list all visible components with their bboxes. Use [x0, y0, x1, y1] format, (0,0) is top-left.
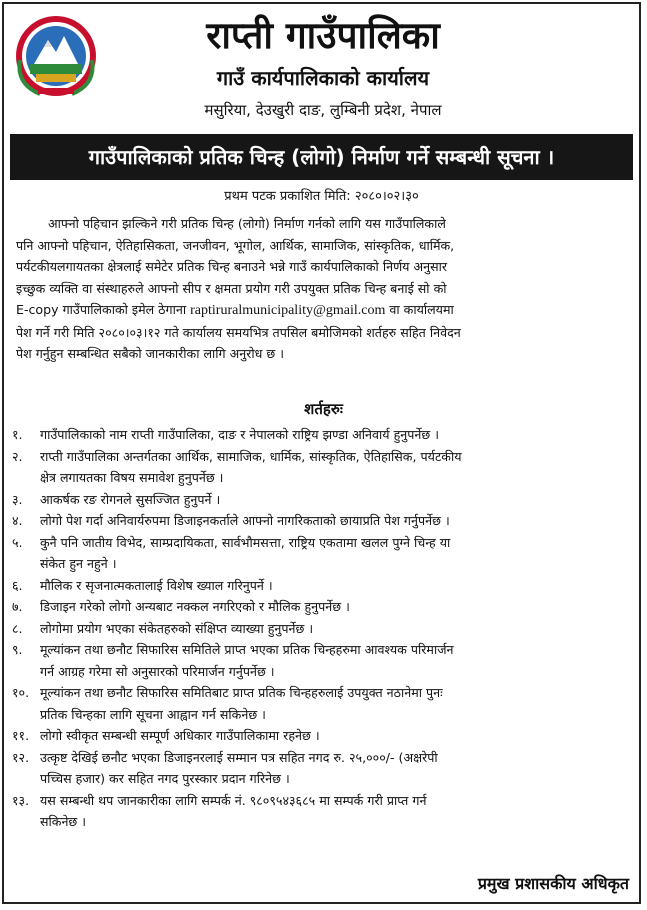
- condition-text: उत्कृष्ट देखिई छनौट भएका डिजाइनरलाई सम्मान पत्र सहित नगद रु. २५,०००/- (अक्षरेपी: [40, 749, 438, 765]
- condition-item: [12, 747, 632, 790]
- condition-item: [12, 682, 632, 725]
- intro-line: पेश गर्ने गरी मिति २०८०।०३।१२ गते कार्यालय समयभित्र तपसिल बमोजिमको शर्तहरु सहित निवेदन: [16, 324, 461, 340]
- condition-item: [12, 424, 632, 446]
- condition-number: १२.: [12, 749, 30, 765]
- condition-item: [12, 532, 632, 575]
- intro-line: आफ्नो पहिचान झल्किने गरी प्रतिक चिन्ह (लोगो) निर्माण गर्नको लागि यस गाउँपालिकाले: [48, 216, 446, 231]
- condition-number: ८.: [12, 620, 23, 636]
- condition-text: गर्न आग्रह गरेमा सो अनुसारको परिमार्जन गर्नुपर्नेछ ।: [40, 663, 275, 679]
- office-name: गाउँ कार्यपालिकाको कार्यालय: [216, 66, 430, 90]
- condition-text: गाउँपालिकाको नाम राप्ती गाउँपालिका, दाङ र नेपालको राष्ट्रिय झण्डा अनिवार्य हुनुपर्नेछ ।: [40, 427, 439, 442]
- condition-number: ३.: [12, 491, 23, 507]
- municipality-logo-icon: [14, 14, 98, 98]
- municipality-title: राप्ती गाउँपालिका: [206, 14, 440, 57]
- condition-item: [12, 596, 632, 618]
- condition-item: [12, 446, 632, 489]
- condition-text: लोगो पेश गर्दा अनिवार्यरुपमा डिजाइनकर्ताले आफ्नो नागरिकताको छायाप्रति पेश गर्नुपर्नेछ ।: [40, 513, 450, 528]
- condition-number: २.: [12, 448, 23, 464]
- conditions-list: [12, 424, 632, 833]
- office-text: वा कार्यालयमा: [389, 302, 454, 317]
- email-address: raptiruralmunicipality@gmail.com: [190, 303, 386, 318]
- condition-text: क्षेत्र लगायतका विषय समावेश हुनुपर्नेछ ।: [40, 470, 224, 485]
- condition-text: प्रतिक चिन्हका लागि सूचना आह्वान गर्न सकिनेछ ।: [40, 706, 266, 722]
- condition-number: ७.: [12, 599, 23, 614]
- intro-line: [16, 299, 627, 322]
- condition-text: पच्चिस हजार) कर सहित नगद पुरस्कार प्रदान गरिनेछ ।: [40, 771, 290, 786]
- conditions-heading: शर्तहरुः: [304, 400, 343, 418]
- condition-text: डिजाइन गरेको लोगो अन्यबाट नक्कल नगरिएको र मौलिक हुनुपर्नेछ ।: [40, 599, 350, 614]
- condition-number: १०.: [12, 685, 30, 700]
- intro-line: इच्छुक व्यक्ति वा संस्थाहरुले आफ्नो सीप र क्षमता प्रयोग गरी उपयुक्त प्रतिक चिन्ह बनाई सो को: [16, 280, 447, 296]
- condition-text: लोगो स्वीकृत सम्बन्धी सम्पूर्ण अधिकार गाउँपालिकामा रहनेछ ।: [40, 728, 320, 743]
- ecopy-text: E-copy गाउँपालिकाको इमेल ठेगाना: [16, 302, 187, 317]
- condition-item: [12, 725, 632, 747]
- condition-text: यस सम्बन्धी थप जानकारीका लागि सम्पर्क नं. ९८०९५४३६८५ मा सम्पर्क गरी प्राप्त गर्न: [40, 792, 427, 808]
- notice-banner: गाउँपालिकाको प्रतिक चिन्ह (लोगो) निर्माण गर्ने सम्बन्धी सूचना ।: [10, 134, 633, 180]
- intro-line: पेश गर्नुहुन सम्बन्धित सबैको जानकारीका लागि अनुरोध छ ।: [16, 346, 285, 361]
- condition-item: [12, 510, 632, 532]
- condition-text: राप्ती गाउँपालिका अन्तर्गतका आर्थिक, सामाजिक, धार्मिक, सांस्कृतिक, ऐतिहासिक, पर्यटकीय: [40, 448, 462, 464]
- condition-text: संकेत हुन नहुने ।: [40, 556, 117, 571]
- condition-item: [12, 618, 632, 640]
- condition-number: ६.: [12, 577, 23, 593]
- condition-text: मूल्यांकन तथा छनौट सिफारिस समितिले प्राप्त भएका प्रतिक चिन्हहरुमा आवश्यक परिमार्जन: [40, 642, 454, 657]
- intro-paragraph: [16, 213, 627, 365]
- condition-number: ४.: [12, 513, 23, 528]
- condition-text: लोगोमा प्रयोग भएका संकेतहरुको संक्षिप्त व्याख्या हुनुपर्नेछ ।: [40, 620, 314, 636]
- condition-item: [12, 489, 632, 511]
- condition-text: मूल्यांकन तथा छनौट सिफारिस समितिबाट प्राप्त प्रतिक चिन्हहरुलाई उपयुक्त नठानेमा पुनः: [40, 685, 443, 700]
- condition-item: [12, 639, 632, 682]
- condition-text: कुनै पनि जातीय विभेद, साम्प्रदायिकता, सार्वभौमसत्ता, राष्ट्रिय एकतामा खलल पुग्ने चिन्ह या: [40, 534, 451, 550]
- office-address: मसुरिया, देउखुरी दाङ, लुम्बिनी प्रदेश, नेपाल: [204, 101, 442, 119]
- signature-title: प्रमुख प्रशासकीय अधिकृत: [477, 874, 629, 893]
- condition-text: सकिनेछ ।: [40, 814, 87, 829]
- condition-number: ९.: [12, 642, 23, 657]
- condition-number: १३.: [12, 792, 30, 808]
- condition-item: [12, 790, 632, 833]
- condition-number: ५.: [12, 534, 23, 550]
- intro-line: पनि आफ्नो पहिचान, ऐतिहासिकता, जनजीवन, भूगोल, आर्थिक, सामाजिक, सांस्कृतिक, धार्मिक,: [16, 237, 455, 253]
- condition-number: १.: [12, 427, 23, 442]
- condition-text: आकर्षक रङ रोगनले सुसज्जित हुनुपर्ने ।: [40, 491, 221, 507]
- condition-item: [12, 575, 632, 597]
- condition-text: मौलिक र सृजनात्मकतालाई विशेष ख्याल गरिनुपर्ने ।: [40, 577, 273, 593]
- condition-number: ११.: [12, 728, 30, 743]
- intro-line: पर्यटकीयलगायतका क्षेत्रलाई समेटेर प्रतिक चिन्ह बनाउने भन्ने गाउँ कार्यपालिकाको निर्णय अनुसार: [16, 259, 448, 274]
- published-date: प्रथम पटक प्रकाशित मिति: २०८०।०२।३०: [224, 189, 419, 204]
